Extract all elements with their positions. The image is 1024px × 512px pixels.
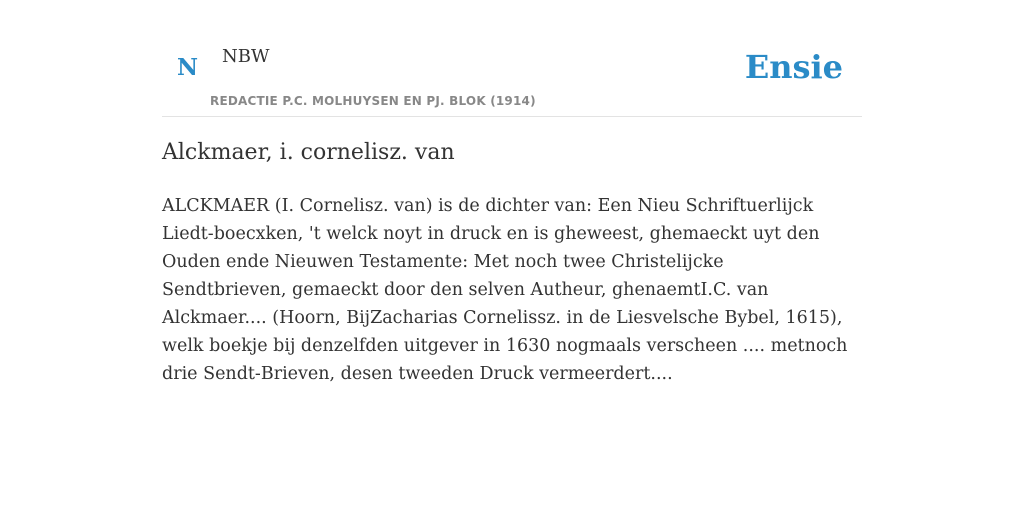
source-editors: REDACTIE P.C. MOLHUYSEN EN PJ. BLOK (1914)	[210, 94, 536, 108]
source-title: NBW	[222, 46, 270, 67]
site-header	[162, 0, 862, 117]
article-title: Alckmaer, i. cornelisz. van	[162, 140, 455, 165]
article-body: ALCKMAER (I. Cornelisz. van) is de dichter van: Een Nieu Schriftuerlijck Liedt-boecxken, 't welck noyt in druck en is gheweest, ghemaeckt uyt den Ouden ende Nieuwen Testamente: Met noch twee Christelijcke Sendtbrieven, gemaeckt door den selven Autheur, ghenaemtI.C. van Alckmaer.... (Hoorn, BijZacharias Cornelissz. in de Liesvelsche Bybel, 1615), welk boekje bij denzelfden uitgever in 1630 nogmaals verscheen .... metnoch drie Sendt-Brieven, desen tweeden Druck vermeerdert....	[162, 196, 848, 384]
nbw-logo-link[interactable]: N	[177, 54, 199, 81]
ensie-logo-link[interactable]: Ensie	[744, 48, 843, 86]
